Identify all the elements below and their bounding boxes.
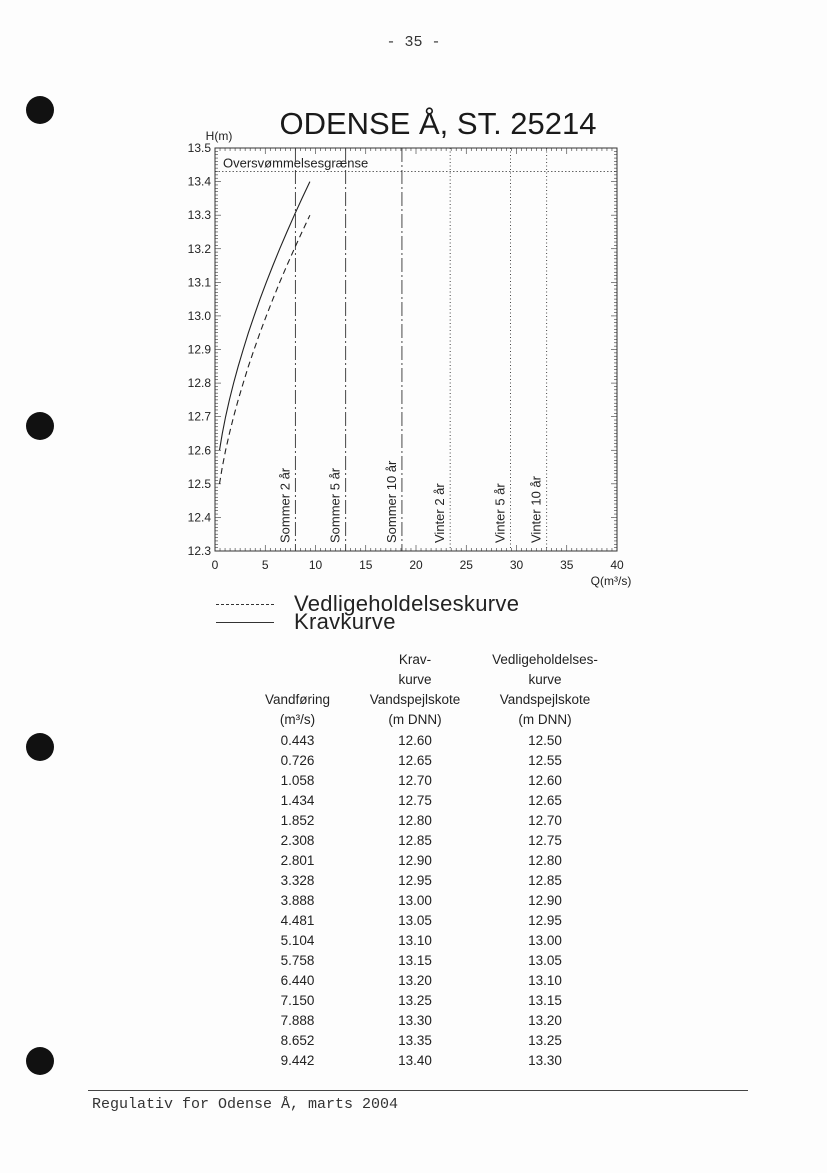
binder-hole [26, 1047, 54, 1075]
krav-level-cell: 12.85 [398, 832, 432, 848]
flow-cell: 0.726 [280, 752, 315, 768]
vedl-level-cell: 12.80 [528, 852, 562, 868]
vedl-level-cell: 13.30 [528, 1052, 562, 1068]
flow-cell: 4.481 [280, 912, 315, 928]
table-header-cell: (m³/s) [279, 712, 316, 727]
y-tick-label: 12.5 [187, 476, 211, 491]
krav-level-cell: 12.95 [398, 872, 432, 888]
design-flow-label: Vinter 5 år [492, 483, 508, 543]
y-tick-label: 12.7 [187, 409, 211, 424]
flow-cell: 5.104 [280, 932, 315, 948]
flow-cell: 3.328 [280, 872, 315, 888]
x-tick-label: 15 [359, 558, 373, 572]
vedl-level-cell: 13.05 [528, 952, 562, 968]
table-row [240, 970, 615, 990]
vedl-level-cell: 13.20 [528, 1012, 562, 1028]
table-row [240, 890, 615, 910]
krav-level-cell: 13.05 [398, 912, 432, 928]
y-tick-label: 12.6 [187, 443, 211, 458]
vedl-level-cell: 13.10 [528, 972, 562, 988]
table-header-cell: (m DNN) [518, 712, 572, 727]
rating-table [240, 650, 615, 1070]
legend-swatch-dashed [216, 604, 274, 605]
x-tick-label: 0 [211, 558, 219, 572]
table-header-cell: Vedligeholdelses- [492, 652, 598, 667]
krav-level-cell: 13.35 [398, 1032, 432, 1048]
table-row [240, 1030, 615, 1050]
y-tick-label: 13.0 [187, 308, 211, 323]
table-header-cell: kurve [528, 672, 562, 687]
table-header-cell: kurve [398, 672, 432, 687]
table-row [240, 1050, 615, 1070]
table-row [240, 870, 615, 890]
krav-level-cell: 13.25 [398, 992, 432, 1008]
table-row [240, 950, 615, 970]
table-row [240, 910, 615, 930]
table-row [240, 730, 615, 750]
vedl-level-cell: 12.65 [528, 792, 562, 808]
flow-cell: 2.308 [280, 832, 315, 848]
x-tick-label: 10 [308, 558, 323, 572]
table-header-cell: (m DNN) [388, 712, 442, 727]
vedl-level-cell: 12.85 [528, 872, 562, 888]
table-header-cell: Vandspejlskote [369, 692, 461, 707]
binder-hole [26, 733, 54, 761]
y-tick-label: 12.9 [187, 342, 211, 357]
vedl-level-cell: 12.75 [528, 832, 562, 848]
flow-cell: 9.442 [280, 1052, 315, 1068]
y-tick-label: 12.4 [187, 510, 211, 525]
vedl-level-cell: 12.70 [528, 812, 562, 828]
krav-level-cell: 12.60 [398, 732, 432, 748]
krav-level-cell: 12.90 [398, 852, 432, 868]
design-flow-label: Vinter 2 år [432, 483, 448, 543]
x-tick-label: 35 [560, 558, 574, 572]
legend-label-solid: Kravkurve [294, 609, 396, 634]
table-row [240, 750, 615, 770]
footer-text: Regulativ for Odense Å, marts 2004 [92, 1096, 399, 1113]
x-tick-label: 30 [509, 558, 524, 572]
x-tick-label: 25 [459, 558, 473, 572]
vedl-level-cell: 13.00 [528, 932, 562, 948]
legend-swatch-solid [216, 622, 274, 623]
krav-level-cell: 13.20 [398, 972, 432, 988]
legend-label-dashed: Vedligeholdelseskurve [294, 591, 520, 616]
table-row [240, 790, 615, 810]
krav-level-cell: 13.15 [398, 952, 432, 968]
krav-level-cell: 13.40 [398, 1052, 432, 1068]
table-header-cell: Vandføring [264, 692, 331, 707]
flow-cell: 7.150 [280, 992, 315, 1008]
flood-limit-label: Oversvømmelsesgrænse [223, 155, 369, 171]
table-header-cell: Krav- [398, 652, 432, 667]
table-row [240, 810, 615, 830]
footer-divider [88, 1090, 748, 1091]
vedl-level-cell: 12.55 [528, 752, 562, 768]
design-flow-label: Sommer 10 år [383, 460, 399, 543]
vedl-level-cell: 12.50 [528, 732, 562, 748]
flow-cell: 2.801 [280, 852, 315, 868]
table-row [240, 930, 615, 950]
flow-cell: 0.443 [280, 732, 315, 748]
table-row [240, 1010, 615, 1030]
flow-cell: 1.852 [280, 812, 315, 828]
design-flow-label: Sommer 2 år [277, 467, 293, 543]
flow-cell: 8.652 [280, 1032, 315, 1048]
design-flow-label: Vinter 10 år [528, 476, 544, 543]
flow-cell: 1.058 [280, 772, 315, 788]
table-row [240, 990, 615, 1010]
y-tick-label: 13.4 [187, 174, 211, 189]
series-line-kravkurve [220, 182, 310, 451]
krav-level-cell: 12.75 [398, 792, 432, 808]
page-number: - 35 - [386, 34, 441, 51]
table-row [240, 830, 615, 850]
plot-frame [215, 148, 617, 551]
chart-title: ODENSE Å, ST. 25214 [279, 106, 597, 141]
x-tick-label: 5 [261, 558, 269, 572]
table-header-cell [240, 650, 355, 670]
table-row [240, 850, 615, 870]
krav-level-cell: 13.30 [398, 1012, 432, 1028]
flow-cell: 6.440 [280, 972, 315, 988]
vedl-level-cell: 13.15 [528, 992, 562, 1008]
flow-cell: 7.888 [280, 1012, 315, 1028]
y-tick-label: 13.1 [187, 275, 211, 290]
krav-level-cell: 13.00 [398, 892, 432, 908]
krav-level-cell: 12.65 [398, 752, 432, 768]
y-axis-label: H(m) [205, 129, 233, 143]
x-axis-label: Q(m³/s) [590, 574, 632, 588]
krav-level-cell: 12.80 [398, 812, 432, 828]
y-tick-label: 12.3 [187, 544, 211, 558]
x-tick-label: 20 [409, 558, 423, 572]
vedl-level-cell: 12.60 [528, 772, 562, 788]
flow-cell: 1.434 [280, 792, 315, 808]
table-row [240, 770, 615, 790]
x-tick-label: 40 [610, 558, 624, 572]
vedl-level-cell: 12.95 [528, 912, 562, 928]
krav-level-cell: 13.10 [398, 932, 432, 948]
y-tick-label: 12.8 [187, 376, 211, 391]
y-tick-label: 13.5 [187, 141, 211, 155]
legend-item-solid [216, 609, 396, 635]
table-header-cell [240, 670, 355, 690]
table-header-cell: Vandspejlskote [499, 692, 591, 707]
flow-cell: 5.758 [280, 952, 315, 968]
vedl-level-cell: 13.25 [528, 1032, 562, 1048]
y-tick-label: 13.2 [187, 241, 211, 256]
y-tick-label: 13.3 [187, 208, 211, 223]
series-line-vedligeholdelseskurve [220, 215, 310, 484]
krav-level-cell: 12.70 [398, 772, 432, 788]
flow-cell: 3.888 [280, 892, 315, 908]
design-flow-label: Sommer 5 år [327, 467, 343, 543]
vedl-level-cell: 12.90 [528, 892, 562, 908]
